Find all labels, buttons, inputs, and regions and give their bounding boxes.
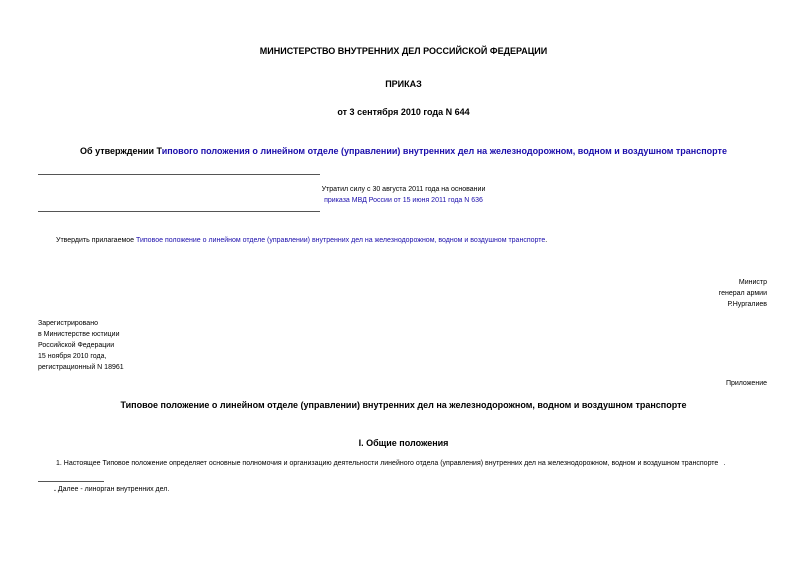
document-title	[0, 146, 807, 156]
paragraph-1	[56, 458, 725, 469]
registration-line: в Министерстве юстиции	[38, 331, 120, 338]
signature-block	[719, 277, 767, 310]
status-link[interactable]: приказа МВД России от 15 июня 2011 года N 636	[324, 197, 483, 204]
signature-title: Министр	[738, 279, 767, 286]
date-number: от 3 сентября 2010 года N 644	[337, 107, 470, 117]
registration-block	[38, 318, 124, 373]
footnote-text: Далее - линорган внутренних дел.	[57, 486, 170, 493]
paragraph-1-text: 1. Настоящее Типовое положение определяет основные полномочия и организацию деятельности линейного отдела (управления) внутренних дел на железнодорожном, водном и воздушном транспорте	[56, 460, 719, 467]
ministry-heading: МИНИСТЕРСТВО ВНУТРЕННИХ ДЕЛ РОССИЙСКОЙ ФЕДЕРАЦИИ	[259, 46, 548, 56]
registration-line: Зарегистрировано	[38, 320, 98, 327]
footnote	[54, 484, 169, 495]
registration-line: Российской Федерации	[38, 342, 115, 349]
approve-suffix: .	[545, 237, 548, 244]
doc-type-heading: ПРИКАЗ	[385, 79, 422, 89]
signature-rank: генерал армии	[718, 290, 767, 297]
approve-link[interactable]: Типовое положение о линейном отделе (управлении) внутренних дел на железнодорожном, водном и воздушном транспорте	[136, 237, 546, 244]
appendix-label: Приложение	[725, 380, 767, 387]
footnote-divider	[38, 481, 104, 482]
section-heading: I. Общие положения	[358, 438, 449, 448]
approve-paragraph	[56, 235, 547, 246]
appendix-title: Типовое положение о линейном отделе (управлении) внутренних дел на железнодорожном, водном и воздушном транспорте	[120, 400, 687, 410]
signature-name: Р.Нургалиев	[727, 301, 767, 308]
title-prefix: Об утверждении Т	[80, 146, 162, 156]
divider-bottom	[38, 211, 320, 212]
registration-line: регистрационный N 18961	[38, 364, 124, 371]
footnote-ref[interactable]: .	[723, 460, 726, 467]
approve-prefix: Утвердить прилагаемое	[56, 237, 137, 244]
divider-top	[38, 174, 320, 175]
footnote-mark: .	[54, 486, 56, 493]
registration-line: 15 ноября 2010 года,	[38, 353, 107, 360]
status-note: Утратил силу с 30 августа 2011 года на основании	[321, 186, 486, 193]
title-link[interactable]: ипового положения о линейном отделе (управлении) внутренних дел на железнодорожном, водном и воздушном транспорте	[161, 146, 727, 156]
